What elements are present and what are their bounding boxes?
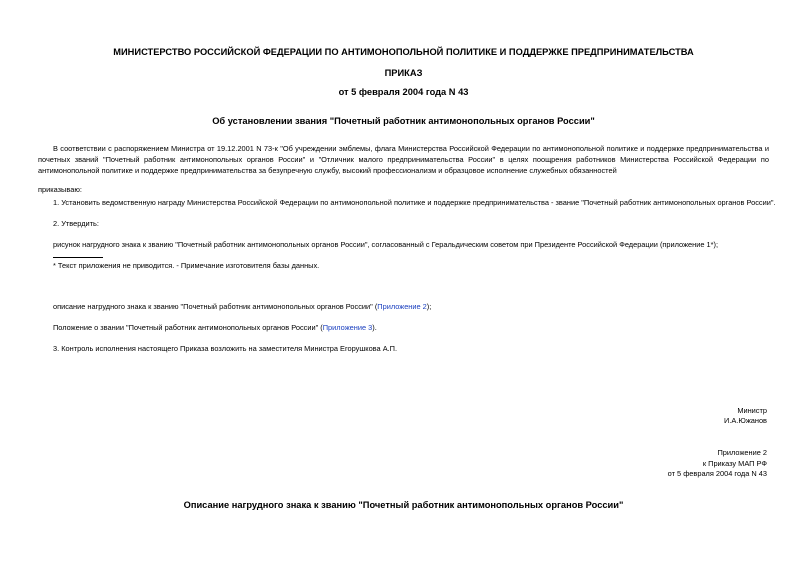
item-2b-end: ); [426, 302, 432, 311]
item-2c [53, 323, 377, 333]
signature-name: И.А.Южанов [724, 416, 767, 425]
ministry-heading: МИНИСТЕРСТВО РОССИЙСКОЙ ФЕДЕРАЦИИ ПО АНТИМОНОПОЛЬНОЙ ПОЛИТИКЕ И ПОДДЕРЖКЕ ПРЕДПРИНИМАТЕЛЬСТВА [113, 47, 694, 57]
preamble-paragraph: В соответствии с распоряжением Министра от 19.12.2001 N 73-к "Об учреждении эмблемы, флага Министерства Российской Федерации по антимонопольной политике и поддержке предпринимательства и почетных званий "Почетный работник антимонопольных органов России" и "Отличник малого предпринимательства России" в целях поощрения работников Министерства Российской Федерации по антимонопольной политике и поддержке предпринимательства за безупречную службу, высокий профессионализм и образцовое исполнение служебных обязанностей [38, 144, 769, 175]
item-2c-text: Положение о звании "Почетный работник антимонопольных органов России" ( [53, 323, 323, 332]
item-2a: рисунок нагрудного знака к званию "Почетный работник антимонопольных органов России", согласованный с Геральдическим советом при Президенте Российской Федерации (приложение 1*); [53, 240, 719, 249]
signature-position: Министр [737, 406, 767, 415]
footnote-divider [53, 257, 103, 258]
appendix-title: Описание нагрудного знака к званию "Почетный работник антимонопольных органов России" [183, 500, 624, 510]
order-word: приказываю: [38, 185, 82, 194]
doc-type-heading: ПРИКАЗ [384, 68, 423, 78]
appendix-label: Приложение 2 [717, 448, 767, 457]
appendix-2-link[interactable]: Приложение 2 [377, 302, 427, 311]
appendix-date: от 5 февраля 2004 года N 43 [667, 469, 767, 478]
item-2b [53, 302, 431, 312]
appendix-3-link[interactable]: Приложение 3 [322, 323, 373, 332]
doc-date-heading: от 5 февраля 2004 года N 43 [338, 87, 469, 97]
item-2c-end: ). [372, 323, 377, 332]
doc-title: Об установлении звания "Почетный работник антимонопольных органов России" [212, 116, 595, 126]
item-3: 3. Контроль исполнения настоящего Приказа возложить на заместителя Министра Егорушкова А.П. [53, 344, 398, 353]
item-2b-text: описание нагрудного знака к званию "Почетный работник антимонопольных органов России" ( [53, 302, 378, 311]
item-2: 2. Утвердить: [53, 219, 99, 228]
item-1: 1. Установить ведомственную награду Министерства Российской Федерации по антимонопольной политике и поддержке предпринимательства - звание "Почетный работник антимонопольных органов России". [53, 198, 776, 207]
appendix-to-order: к Приказу МАП РФ [702, 459, 767, 468]
footnote: * Текст приложения не приводится. - Примечание изготовителя базы данных. [53, 261, 320, 270]
